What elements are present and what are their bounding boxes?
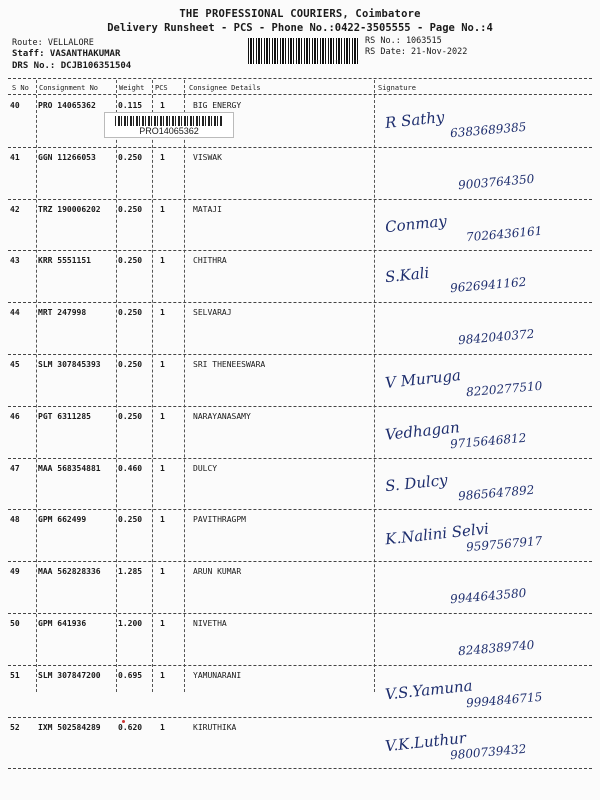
consignee-cell: BIG ENERGY — [193, 101, 242, 110]
sno-cell: 41 — [10, 152, 20, 162]
consignee-cell: NIVETHA — [193, 619, 227, 628]
signature-phone: 9626941162 — [449, 275, 527, 296]
staff-label: Staff: VASANTHAKUMAR — [12, 49, 121, 59]
consignee-cell: DULCY — [193, 463, 218, 473]
row-separator — [8, 768, 592, 769]
ink-mark — [122, 720, 125, 723]
sno-cell: 52 — [10, 722, 20, 732]
weight-cell: 0.250 — [118, 360, 143, 369]
sno-cell: 46 — [10, 411, 20, 421]
signature-name: Vedhagan — [384, 417, 461, 444]
pcs-cell: 1 — [160, 670, 165, 680]
signature-name: S.Kali — [384, 264, 431, 287]
row-separator — [8, 354, 592, 355]
weight-cell: 0.250 — [118, 204, 143, 214]
row-separator — [8, 302, 592, 303]
weight-cell: 0.250 — [118, 411, 143, 421]
consignment-cell: GPM 641936 — [38, 619, 87, 628]
col-consignment: Consignment No — [39, 84, 99, 92]
col-divider — [374, 80, 375, 692]
consignee-cell: KIRUTHIKA — [193, 722, 237, 732]
signature-phone: 9715646812 — [449, 430, 527, 452]
signature-phone: 9944643580 — [449, 585, 527, 607]
signature-phone: 9800739432 — [449, 741, 527, 762]
barcode-sticker — [104, 112, 234, 138]
consignment-cell: SLM 307847200 — [38, 670, 101, 680]
consignment-cell: PRO 14065362 — [38, 101, 96, 110]
header-top-rule — [8, 78, 592, 79]
col-sno: S No — [12, 84, 29, 92]
signature-phone: 9994846715 — [465, 689, 543, 711]
consignment-cell: IXM 502584289 — [38, 722, 101, 732]
pcs-cell: 1 — [160, 204, 165, 214]
signature-phone: 8248389740 — [457, 637, 535, 659]
sno-cell: 42 — [10, 204, 20, 214]
sno-cell: 43 — [10, 256, 20, 266]
pcs-cell: 1 — [160, 256, 165, 266]
consignee-cell: SELVARAJ — [193, 308, 232, 318]
pcs-cell: 1 — [160, 567, 165, 577]
row-separator — [8, 665, 592, 666]
row-separator — [8, 458, 592, 459]
weight-cell: 1.200 — [118, 619, 143, 628]
consignment-cell: SLM 307845393 — [38, 360, 101, 369]
weight-cell: 0.460 — [118, 463, 143, 473]
sno-cell: 40 — [10, 101, 20, 110]
col-signature: Signature — [378, 84, 416, 92]
row-separator — [8, 717, 592, 718]
pcs-cell: 1 — [160, 722, 165, 732]
signature-phone: 6383689385 — [449, 119, 527, 141]
sno-cell: 51 — [10, 670, 20, 680]
signature-phone: 8220277510 — [465, 378, 543, 400]
col-pcs: PCS — [155, 84, 168, 92]
col-consignee: Consignee Details — [189, 84, 261, 92]
row-separator — [8, 561, 592, 562]
sno-cell: 49 — [10, 567, 20, 577]
weight-cell: 0.115 — [118, 101, 143, 110]
sticker-barcode — [115, 116, 223, 126]
pcs-cell: 1 — [160, 515, 165, 525]
consignment-cell: PGT 6311285 — [38, 411, 91, 421]
weight-cell: 0.695 — [118, 670, 143, 680]
consignment-cell: MAA 562828336 — [38, 567, 101, 577]
sno-cell: 44 — [10, 308, 20, 318]
signature-name: R Sathy — [384, 107, 446, 133]
runsheet-title: Delivery Runsheet - PCS - Phone No.:0422-3505555 - Page No.:4 — [107, 22, 493, 34]
consignee-cell: VISWAK — [193, 152, 222, 162]
consignee-cell: ARUN KUMAR — [193, 567, 242, 577]
pcs-cell: 1 — [160, 101, 165, 110]
pcs-cell: 1 — [160, 619, 165, 628]
pcs-cell: 1 — [160, 463, 165, 473]
signature-name: V Muruga — [384, 366, 462, 392]
route-label: Route: VELLALORE — [12, 38, 94, 48]
row-separator — [8, 406, 592, 407]
signature-phone: 9597567917 — [465, 534, 543, 555]
signature-name: V.S.Yamuna — [384, 676, 474, 704]
company-title: THE PROFESSIONAL COURIERS, Coimbatore — [179, 8, 421, 20]
sticker-number: PRO14065362 — [139, 126, 199, 136]
signature-name: S. Dulcy — [384, 470, 449, 495]
weight-cell: 1.285 — [118, 567, 143, 577]
sno-cell: 50 — [10, 619, 20, 628]
header-bottom-rule — [8, 94, 592, 95]
signature-phone: 9842040372 — [457, 326, 535, 348]
consignment-cell: GGN 11266053 — [38, 152, 96, 162]
consignment-cell: TRZ 190006202 — [38, 204, 101, 214]
consignee-cell: NARAYANASAMY — [193, 411, 251, 421]
weight-cell: 0.250 — [118, 308, 143, 318]
row-separator — [8, 147, 592, 148]
sno-cell: 47 — [10, 463, 20, 473]
consignment-cell: MRT 247998 — [38, 308, 87, 318]
row-separator — [8, 250, 592, 251]
col-weight: Weight — [119, 84, 145, 92]
barcode — [248, 38, 360, 64]
rs-number: RS No.: 1063515 — [365, 36, 442, 46]
consignee-cell: MATAJI — [193, 204, 222, 214]
consignment-cell: GPM 662499 — [38, 515, 87, 525]
pcs-cell: 1 — [160, 360, 165, 369]
signature-phone: 7026436161 — [465, 223, 543, 244]
rs-date: RS Date: 21-Nov-2022 — [365, 47, 468, 57]
pcs-cell: 1 — [160, 308, 165, 318]
sno-cell: 45 — [10, 360, 20, 369]
weight-cell: 0.250 — [118, 256, 143, 266]
drs-label: DRS No.: DCJB106351504 — [12, 61, 132, 71]
signature-phone: 9865647892 — [457, 482, 535, 503]
row-separator — [8, 199, 592, 200]
consignment-cell: MAA 568354881 — [38, 463, 101, 473]
sno-cell: 48 — [10, 515, 20, 525]
signature-name: V.K.Luthur — [384, 728, 467, 755]
weight-cell: 0.250 — [118, 515, 143, 525]
consignment-cell: KRR 5551151 — [38, 256, 91, 266]
row-separator — [8, 509, 592, 510]
pcs-cell: 1 — [160, 411, 165, 421]
consignee-cell: PAVITHRAGPM — [193, 515, 246, 525]
consignee-cell: SRI THENEESWARA — [193, 360, 266, 369]
signature-name: K.Nalini Selvi — [384, 519, 490, 549]
weight-cell: 0.620 — [118, 722, 143, 732]
signature-phone: 9003764350 — [457, 171, 535, 193]
signature-name: Conmay — [384, 211, 448, 236]
consignee-cell: YAMUNARANI — [193, 670, 242, 680]
row-separator — [8, 613, 592, 614]
consignee-cell: CHITHRA — [193, 256, 227, 266]
pcs-cell: 1 — [160, 152, 165, 162]
weight-cell: 0.250 — [118, 152, 143, 162]
